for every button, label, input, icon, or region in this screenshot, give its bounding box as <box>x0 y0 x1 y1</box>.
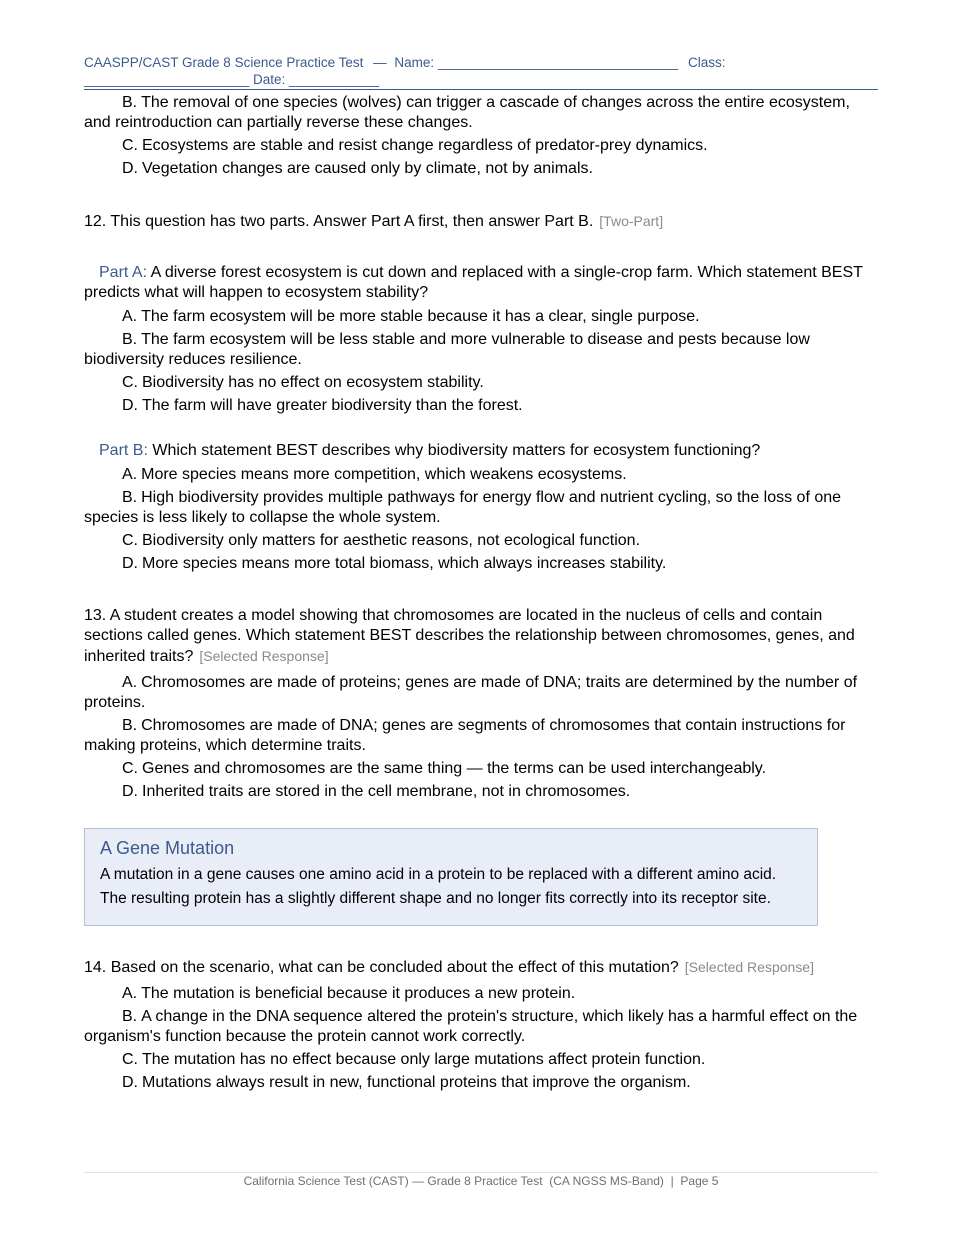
q14-option-b[interactable]: B. A change in the DNA sequence altered the protein's structure, which likely has a harmful effect on the organism's function because the protein cannot work correctly. <box>84 1008 858 1045</box>
header-row-1 <box>84 54 878 71</box>
header-dash: — <box>373 55 387 70</box>
date-blank[interactable]: ____________ <box>289 72 380 87</box>
q14-option-a[interactable]: A. The mutation is beneficial because it produces a new protein. <box>122 985 576 1002</box>
page-footer <box>84 1172 878 1188</box>
q12b-option-d[interactable]: D. More species means more total biomass, which always increases stability. <box>122 555 667 572</box>
q12-part-a-stem: Part A: A diverse forest ecosystem is cut down and replaced with a single-crop farm. Which statement BEST predicts what will happen to ecosystem stability? <box>84 264 863 301</box>
q14-option-c[interactable]: C. The mutation has no effect because only large mutations affect protein function. <box>122 1051 706 1068</box>
class-label: Class: <box>687 55 726 70</box>
q12b-option-a[interactable]: A. More species means more competition, which weakens ecosystems. <box>122 466 627 483</box>
q13-option-a[interactable]: A. Chromosomes are made of proteins; genes are made of DNA; traits are determined by the number of proteins. <box>84 674 858 711</box>
page-header <box>84 54 878 90</box>
q13-option-d[interactable]: D. Inherited traits are stored in the cell membrane, not in chromosomes. <box>122 783 631 800</box>
q13-option-c[interactable]: C. Genes and chromosomes are the same thing — the terms can be used interchangeably. <box>122 760 767 777</box>
q12a-option-a[interactable]: A. The farm ecosystem will be more stable because it has a clear, single purpose. <box>122 308 700 325</box>
q11-option-d[interactable]: D. Vegetation changes are caused only by climate, not by animals. <box>122 160 593 177</box>
part-b-label: Part B: <box>99 442 148 459</box>
scenario-title: A Gene Mutation <box>100 838 235 858</box>
q12a-option-c[interactable]: C. Biodiversity has no effect on ecosystem stability. <box>122 374 484 391</box>
q14-stem: 14. Based on the scenario, what can be concluded about the effect of this mutation? [Selected Response] <box>84 959 814 976</box>
class-blank[interactable]: ______________________ <box>84 72 250 87</box>
q11-option-c[interactable]: C. Ecosystems are stable and resist change regardless of predator-prey dynamics. <box>122 137 708 154</box>
q11-option-b[interactable]: B. The removal of one species (wolves) can trigger a cascade of changes across the entire ecosystem, and reintroduction can partially reverse these changes. <box>84 94 850 131</box>
q14-tag: [Selected Response] <box>684 959 814 975</box>
q13-tag: [Selected Response] <box>199 648 329 664</box>
q13-stem: 13. A student creates a model showing that chromosomes are located in the nucleus of cells and contain sections called genes. Which statement BEST describes the relationship between chromosomes, genes, and inherited traits? [Selected Response] <box>84 607 855 665</box>
q12b-option-c[interactable]: C. Biodiversity only matters for aesthetic reasons, not ecological function. <box>122 532 641 549</box>
part-a-label: Part A: <box>99 264 148 281</box>
footer-text: California Science Test (CAST) — Grade 8 Practice Test (CA NGSS MS-Band) | Page 5 <box>243 1174 719 1188</box>
q11-options <box>84 93 878 179</box>
scenario-line-1: A mutation in a gene causes one amino acid in a protein to be replaced with a different amino acid. <box>100 866 777 883</box>
page-content <box>84 93 878 1096</box>
q12-part-b-stem: Part B: Which statement BEST describes why biodiversity matters for ecosystem functioning? <box>99 442 761 459</box>
q12a-option-d[interactable]: D. The farm will have greater biodiversity than the forest. <box>122 397 523 414</box>
scenario-line-2: The resulting protein has a slightly different shape and no longer fits correctly into its receptor site. <box>100 890 771 907</box>
name-blank[interactable]: ________________________________ <box>437 55 679 70</box>
q14-option-d[interactable]: D. Mutations always result in new, functional proteins that improve the organism. <box>122 1074 691 1091</box>
q12a-option-b[interactable]: B. The farm ecosystem will be less stable and more vulnerable to disease and pests because low biodiversity reduces resilience. <box>84 331 810 368</box>
q13-option-b[interactable]: B. Chromosomes are made of DNA; genes are segments of chromosomes that contain instructions for making proteins, which determine traits. <box>84 717 846 754</box>
date-label: Date: <box>252 72 286 87</box>
q12-tag: [Two-Part] <box>599 213 664 229</box>
scenario-box <box>84 828 818 926</box>
header-row-2 <box>84 71 878 88</box>
name-label: Name: <box>394 55 435 70</box>
q12-stem: 12. This question has two parts. Answer Part A first, then answer Part B. [Two-Part] <box>84 213 664 230</box>
q12b-option-b[interactable]: B. High biodiversity provides multiple pathways for energy flow and nutrient cycling, so the loss of one species is less likely to collapse the whole system. <box>84 489 842 526</box>
test-title: CAASPP/CAST Grade 8 Science Practice Test <box>84 55 364 70</box>
